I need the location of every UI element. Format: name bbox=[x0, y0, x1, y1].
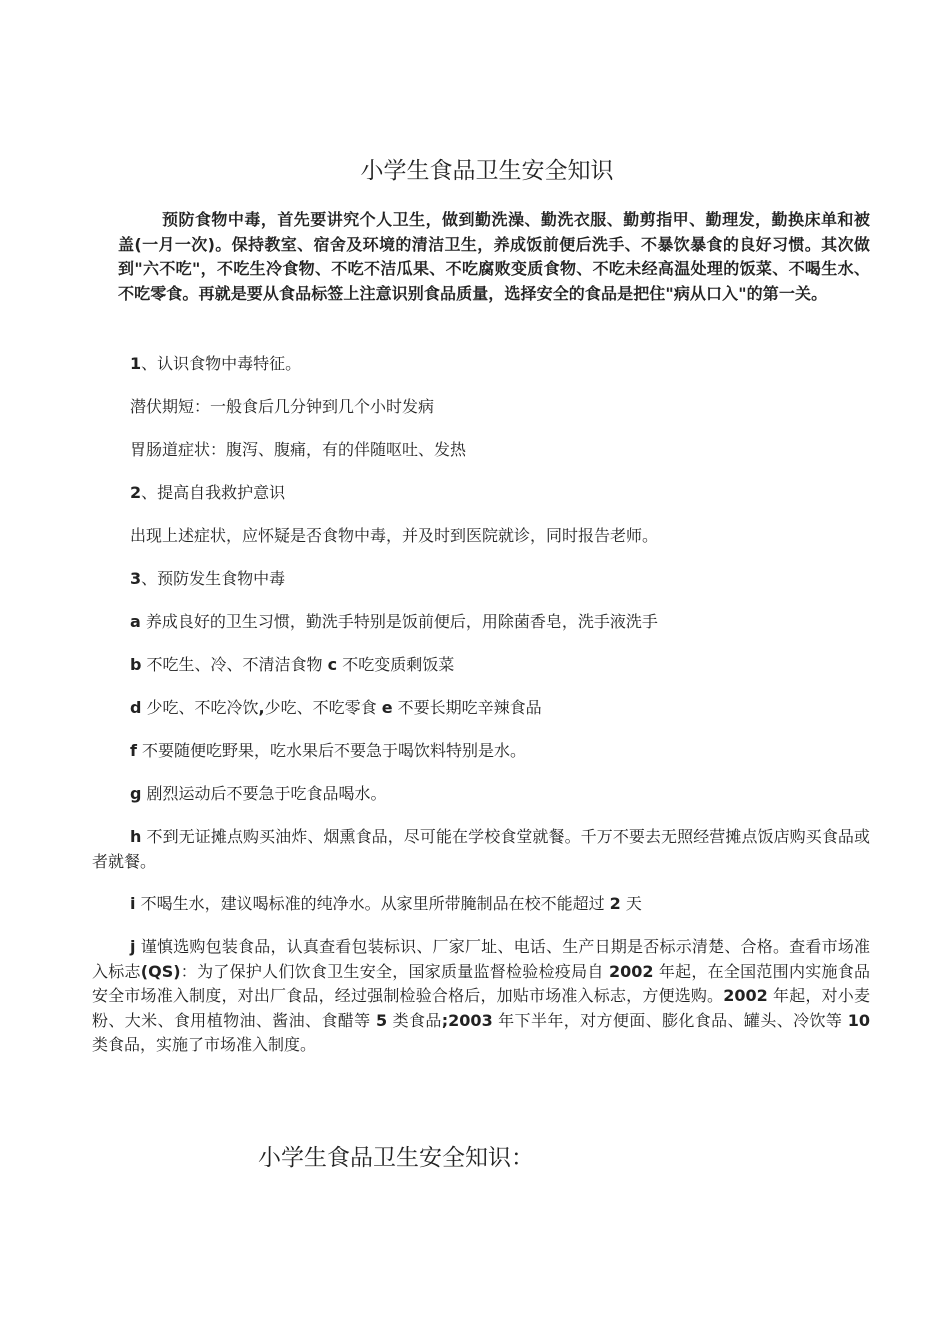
item-text: 不要长期吃辛辣食品 bbox=[392, 698, 542, 717]
item-key: d bbox=[130, 698, 142, 717]
item-key: j bbox=[130, 937, 136, 956]
rescue-line: 出现上述症状，应怀疑是否食物中毒，并及时到医院就诊，同时报告老师。 bbox=[130, 526, 659, 545]
list-item-f bbox=[130, 739, 526, 763]
count-10: 10 bbox=[847, 1010, 870, 1030]
page-title: 小学生食品卫生安全知识 bbox=[360, 158, 614, 184]
item-key: f bbox=[130, 741, 137, 760]
year-2002: 2002 bbox=[608, 961, 654, 981]
section-number: 2 bbox=[130, 483, 142, 502]
item-text: 不吃变质剩饭菜 bbox=[337, 655, 455, 674]
item-text: 少吃、不吃零食 bbox=[264, 698, 382, 717]
bottom-title: 小学生食品卫生安全知识： bbox=[258, 1145, 534, 1171]
section-heading-1 bbox=[130, 352, 301, 376]
year-2003: ;2003 bbox=[441, 1010, 493, 1030]
intro-paragraph: 预防食物中毒，首先要讲究个人卫生，做到勤洗澡、勤洗衣服、勤剪指甲、勤理发，勤换床单和被盖(一月一次)。保持教室、宿舍及环境的清洁卫生，养成饭前便后洗手、不暴饮暴食的良好习惯。其次做到"六不吃"，不吃生冷食物、不吃不洁瓜果、不吃腐败变质食物、不吃未经高温处理的饭菜、不喝生水、不吃零食。再就是要从食品标签上注意识别食品质量，选择安全的食品是把住"病从口入"的第一关。 bbox=[118, 210, 870, 303]
item-key: h bbox=[130, 827, 142, 846]
list-item-a bbox=[130, 610, 658, 634]
item-text: 不喝生水，建议喝标准的纯净水。从家里所带腌制品在校不能超过 bbox=[135, 894, 610, 913]
list-item-g bbox=[130, 782, 387, 806]
item-text: 年下半年，对方便面、膨化食品、罐头、冷饮等 bbox=[492, 1010, 848, 1030]
item-text: 剧烈运动后不要急于吃食品喝水。 bbox=[141, 784, 387, 803]
year-2002-b: 2002 bbox=[723, 986, 768, 1005]
list-item-b-c bbox=[130, 653, 454, 677]
section-heading-2 bbox=[130, 481, 285, 505]
incubation-line: 潜伏期短：一般食后几分钟到几个小时发病 bbox=[130, 397, 435, 416]
list-item-d-e bbox=[130, 696, 542, 720]
list-item-i bbox=[130, 892, 642, 916]
item-text: 年起，对小麦粉、大米、食用植物油、酱油、食醋等 bbox=[92, 986, 870, 1030]
item-key: a bbox=[130, 612, 141, 631]
item-number: 2 bbox=[609, 894, 621, 913]
symptoms-line: 胃肠道症状：腹泻、腹痛，有的伴随呕吐、发热 bbox=[130, 440, 467, 459]
item-text: ：为了保护人们饮食卫生安全，国家质量监督检验检疫局自 bbox=[180, 961, 609, 981]
item-key: c bbox=[327, 655, 338, 674]
section-number: 3 bbox=[130, 569, 142, 588]
count-5: 5 bbox=[376, 1010, 388, 1030]
item-key: i bbox=[130, 894, 136, 913]
list-item-j bbox=[92, 935, 870, 1058]
section-text: 、认识食物中毒特征。 bbox=[141, 354, 302, 373]
item-key: g bbox=[130, 784, 142, 803]
item-text: 不要随便吃野果，吃水果后不要急于喝饮料特别是水。 bbox=[136, 741, 527, 760]
item-text-tail: 天 bbox=[620, 894, 642, 913]
item-text: 养成良好的卫生习惯，勤洗手特别是饭前便后，用除菌香皂，洗手液洗手 bbox=[140, 612, 658, 631]
section-text: 、预防发生食物中毒 bbox=[141, 569, 286, 588]
section-text: 、提高自我救护意识 bbox=[141, 483, 286, 502]
item-separator: , bbox=[258, 698, 265, 717]
list-item-h bbox=[92, 825, 870, 874]
item-key: e bbox=[381, 698, 393, 717]
item-text: 类食品，实施了市场准入制度。 bbox=[92, 1035, 317, 1054]
qs-mark: (QS) bbox=[140, 961, 181, 981]
item-text: 年起，在全国范围内实施食品安全市场准入制度，对出厂食品，经过强制检验合格后，加贴市场准入标志，方便选购。 bbox=[92, 961, 870, 1005]
section-number: 1 bbox=[130, 354, 142, 373]
item-text: 谨慎选购包装食品，认真查看包装标识、厂家厂址、电话、生产日期是否标示清楚、合格。查看市场准入标志 bbox=[92, 937, 870, 981]
item-text: 类食品 bbox=[387, 1010, 442, 1030]
item-text: 不吃生、冷、不清洁食物 bbox=[141, 655, 328, 674]
item-text: 不到无证摊点购买油炸、烟熏食品，尽可能在学校食堂就餐。千万不要去无照经营摊点饭店购买食品或者就餐。 bbox=[92, 827, 870, 871]
item-key: b bbox=[130, 655, 142, 674]
item-text: 少吃、不吃冷饮 bbox=[141, 698, 259, 717]
section-heading-3 bbox=[130, 567, 285, 591]
